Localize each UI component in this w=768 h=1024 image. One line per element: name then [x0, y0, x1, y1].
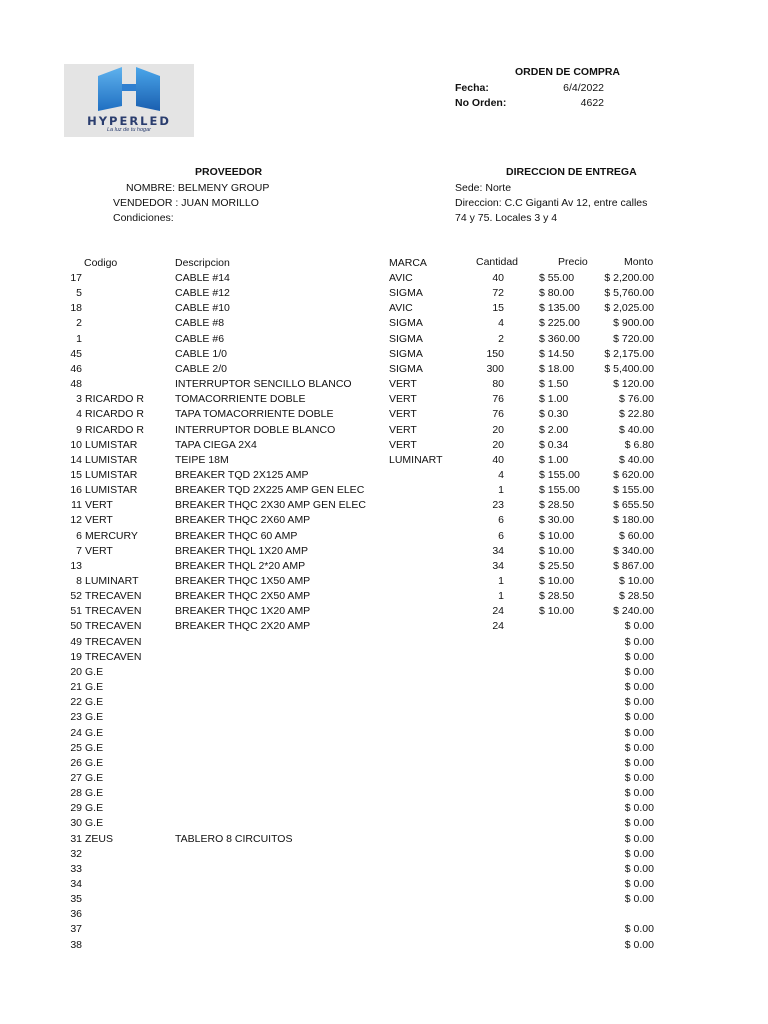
- row-code-supplier: G.E: [85, 771, 104, 784]
- row-code-supplier: ZEUS: [85, 832, 114, 845]
- table-row: [0, 286, 768, 301]
- row-description: TEIPE 18M: [175, 453, 229, 466]
- row-quantity: [462, 665, 504, 680]
- row-code-number: 17: [70, 272, 82, 284]
- row-quantity: [462, 922, 504, 937]
- row-price: $ 25.50: [539, 559, 575, 572]
- row-amount: $ 0.00: [624, 847, 654, 860]
- row-description: BREAKER THQC 1X50 AMP: [175, 575, 311, 587]
- table-row: [0, 635, 768, 650]
- row-brand: SIGMA: [389, 287, 423, 300]
- row-quantity: 24: [492, 605, 504, 618]
- row-code-supplier: VERT: [85, 514, 113, 527]
- row-quantity: 15: [492, 302, 504, 315]
- row-code-number: 11: [71, 499, 82, 512]
- row-code-supplier: G.E: [85, 696, 104, 709]
- row-code-supplier: LUMISTAR: [85, 468, 138, 481]
- row-price: $ 10.00: [539, 529, 575, 542]
- table-row: [0, 589, 768, 604]
- row-amount: $ 0.00: [624, 756, 654, 769]
- row-code-supplier: VERT: [85, 544, 113, 557]
- table-row: [0, 786, 768, 801]
- row-description: BREAKER TQD 2X125 AMP: [175, 468, 309, 481]
- row-quantity: 1: [498, 590, 504, 603]
- row-code-number: 9: [76, 423, 82, 436]
- table-row: [0, 332, 768, 347]
- row-quantity: [462, 710, 504, 725]
- delivery-address-line-1: Direccion: C.C Giganti Av 12, entre calles: [455, 197, 648, 209]
- row-quantity: [462, 650, 504, 665]
- row-code-supplier: G.E: [85, 802, 104, 815]
- row-quantity: [462, 816, 504, 831]
- row-code-number: 30: [70, 817, 82, 830]
- column-header-quantity: Cantidad: [475, 256, 519, 268]
- row-quantity: 34: [492, 544, 504, 557]
- row-code-number: 13: [70, 559, 82, 572]
- row-code-number: 52: [70, 590, 82, 603]
- row-amount: $ 0.00: [624, 635, 654, 648]
- row-quantity: [462, 756, 504, 771]
- row-code-number: 25: [70, 741, 82, 754]
- table-row: [0, 892, 768, 907]
- row-amount: $ 60.00: [618, 529, 654, 542]
- row-amount: $ 5,760.00: [604, 287, 654, 300]
- table-row: [0, 453, 768, 468]
- row-amount: $ 900.00: [613, 317, 654, 330]
- row-description: BREAKER THQL 1X20 AMP: [175, 544, 309, 557]
- row-price: $ 10.00: [539, 605, 575, 618]
- row-code-number: 35: [70, 893, 82, 906]
- row-code-supplier: G.E: [85, 741, 104, 754]
- row-code-number: 2: [76, 317, 82, 330]
- row-code-supplier: G.E: [85, 756, 104, 769]
- row-amount: $ 0.00: [624, 878, 654, 890]
- row-quantity: 76: [492, 393, 504, 406]
- row-code-supplier: G.E: [85, 726, 104, 739]
- row-amount: $ 0.00: [624, 726, 654, 739]
- row-code-supplier: G.E: [85, 665, 104, 678]
- row-description: CABLE #12: [175, 287, 230, 300]
- row-description: CABLE #10: [175, 302, 230, 315]
- row-description: BREAKER THQC 1X20 AMP: [175, 605, 311, 618]
- table-row: [0, 938, 768, 953]
- row-code-number: 33: [70, 862, 82, 875]
- row-amount: $ 0.00: [624, 696, 654, 709]
- row-code-number: 46: [70, 362, 82, 375]
- row-description: BREAKER TQD 2X225 AMP GEN ELEC: [175, 484, 365, 497]
- row-price: $ 155.00: [539, 468, 580, 481]
- row-amount: $ 5,400.00: [604, 362, 654, 375]
- row-code-number: 7: [76, 544, 82, 557]
- row-code-number: 5: [76, 287, 82, 300]
- row-quantity: 300: [486, 362, 504, 375]
- hyperled-logo-icon: [64, 64, 194, 116]
- table-row: [0, 604, 768, 619]
- row-brand: SIGMA: [389, 332, 423, 345]
- row-code-supplier: TRECAVEN: [85, 605, 142, 618]
- row-amount: $ 180.00: [613, 514, 654, 527]
- row-quantity: [462, 907, 504, 922]
- row-price: $ 10.00: [539, 575, 575, 587]
- row-quantity: 6: [498, 514, 504, 527]
- row-description: CABLE 1/0: [175, 347, 227, 360]
- table-row: [0, 438, 768, 453]
- table-row: [0, 423, 768, 438]
- row-amount: $ 155.00: [613, 484, 654, 497]
- table-row: [0, 316, 768, 331]
- row-amount: $ 0.00: [624, 893, 654, 906]
- provider-seller: VENDEDOR : JUAN MORILLO: [113, 197, 259, 209]
- row-amount: $ 40.00: [618, 423, 654, 436]
- row-quantity: 72: [492, 287, 504, 300]
- table-row: [0, 468, 768, 483]
- table-row: [0, 362, 768, 377]
- row-price: $ 0.30: [539, 408, 569, 421]
- row-description: TOMACORRIENTE DOBLE: [175, 393, 306, 406]
- delivery-site: Sede: Norte: [455, 182, 512, 194]
- row-quantity: [462, 741, 504, 756]
- provider-name: NOMBRE: BELMENY GROUP: [126, 182, 270, 194]
- table-row: [0, 301, 768, 316]
- table-row: [0, 347, 768, 362]
- row-brand: SIGMA: [389, 347, 423, 360]
- row-quantity: [462, 635, 504, 650]
- row-amount: $ 0.00: [624, 711, 654, 724]
- row-code-number: 31: [70, 832, 82, 845]
- row-description: CABLE #14: [175, 272, 230, 284]
- table-row: [0, 907, 768, 922]
- row-code-number: 50: [70, 620, 82, 633]
- table-row: [0, 680, 768, 695]
- row-brand: SIGMA: [389, 317, 423, 330]
- row-quantity: 24: [492, 620, 504, 633]
- row-code-number: 27: [70, 771, 82, 784]
- row-code-supplier: LUMISTAR: [85, 438, 138, 451]
- column-header-code: Codigo: [84, 257, 118, 269]
- row-quantity: 4: [498, 468, 504, 481]
- row-price: $ 28.50: [539, 499, 575, 512]
- row-code-number: 29: [70, 802, 82, 815]
- column-header-brand: MARCA: [389, 257, 427, 269]
- row-quantity: 6: [498, 529, 504, 542]
- row-brand: VERT: [389, 408, 417, 421]
- column-header-amount: Monto: [624, 256, 654, 268]
- row-code-supplier: G.E: [85, 787, 104, 800]
- row-amount: $ 0.00: [624, 741, 654, 754]
- row-code-number: 23: [70, 711, 82, 724]
- row-amount: $ 76.00: [618, 393, 654, 406]
- row-amount: [592, 907, 654, 922]
- row-code-number: 24: [70, 726, 82, 739]
- order-number-value: 4622: [580, 97, 604, 109]
- table-row: [0, 377, 768, 392]
- row-price: $ 28.50: [539, 590, 575, 603]
- row-quantity: 40: [492, 272, 504, 284]
- date-value: 6/4/2022: [563, 82, 604, 94]
- row-amount: $ 0.00: [624, 938, 654, 951]
- row-quantity: 1: [498, 575, 504, 587]
- row-amount: $ 0.00: [624, 650, 654, 663]
- date-label: Fecha:: [455, 82, 489, 94]
- row-code-number: 21: [70, 681, 82, 694]
- table-row: [0, 650, 768, 665]
- row-code-number: 26: [70, 756, 82, 769]
- row-code-supplier: RICARDO R: [85, 423, 144, 436]
- table-row: [0, 513, 768, 528]
- row-code-supplier: LUMINART: [85, 575, 139, 587]
- row-code-supplier: TRECAVEN: [85, 590, 142, 603]
- row-quantity: [462, 862, 504, 877]
- row-amount: $ 0.00: [624, 802, 654, 815]
- delivery-title: DIRECCION DE ENTREGA: [506, 166, 637, 178]
- row-code-supplier: RICARDO R: [85, 393, 144, 406]
- provider-conditions: Condiciones:: [113, 212, 174, 224]
- row-price: $ 2.00: [539, 423, 569, 436]
- row-amount: $ 120.00: [613, 378, 654, 391]
- row-description: BREAKER THQC 2X20 AMP: [175, 620, 311, 633]
- row-code-number: 37: [70, 923, 82, 936]
- row-quantity: 1: [498, 484, 504, 497]
- order-title: ORDEN DE COMPRA: [515, 66, 621, 78]
- row-amount: $ 0.00: [624, 817, 654, 830]
- row-code-number: 45: [70, 347, 82, 360]
- row-quantity: 23: [492, 499, 504, 512]
- row-amount: $ 0.00: [624, 665, 654, 678]
- row-brand: LUMINART: [389, 453, 443, 466]
- table-row: [0, 877, 768, 892]
- row-description: TAPA TOMACORRIENTE DOBLE: [175, 408, 334, 421]
- row-code-supplier: TRECAVEN: [85, 635, 142, 648]
- row-code-number: 38: [70, 938, 82, 951]
- table-row: [0, 665, 768, 680]
- row-code-number: 28: [70, 787, 82, 800]
- row-amount: $ 2,200.00: [604, 272, 654, 284]
- row-code-number: 8: [76, 575, 82, 587]
- row-amount: $ 720.00: [613, 332, 654, 345]
- row-description: INTERRUPTOR DOBLE BLANCO: [175, 423, 336, 436]
- row-code-supplier: G.E: [85, 681, 104, 694]
- row-quantity: 2: [498, 332, 504, 345]
- row-description: BREAKER THQC 2X60 AMP: [175, 514, 311, 527]
- row-price: $ 80.00: [539, 287, 575, 300]
- row-amount: $ 2,175.00: [604, 347, 654, 360]
- row-code-supplier: MERCURY: [85, 529, 138, 542]
- table-row: [0, 559, 768, 574]
- row-quantity: 80: [492, 378, 504, 391]
- row-quantity: [462, 680, 504, 695]
- row-quantity: [462, 695, 504, 710]
- row-price: $ 18.00: [539, 362, 575, 375]
- row-amount: $ 655.50: [613, 499, 654, 512]
- row-quantity: 20: [492, 423, 504, 436]
- row-brand: AVIC: [389, 302, 413, 315]
- row-price: $ 1.00: [539, 453, 569, 466]
- table-row: [0, 695, 768, 710]
- table-row: [0, 619, 768, 634]
- row-brand: VERT: [389, 423, 417, 436]
- row-code-number: 51: [70, 605, 82, 618]
- row-code-number: 34: [70, 878, 82, 890]
- row-code-supplier: TRECAVEN: [85, 620, 142, 633]
- table-row: [0, 574, 768, 589]
- row-code-supplier: RICARDO R: [85, 408, 144, 421]
- column-header-price: Precio: [558, 256, 588, 268]
- row-code-number: 22: [70, 696, 82, 709]
- row-code-supplier: VERT: [85, 499, 113, 512]
- table-row: [0, 271, 768, 286]
- row-quantity: 40: [492, 453, 504, 466]
- table-row: [0, 771, 768, 786]
- row-code-number: 32: [70, 847, 82, 860]
- row-code-number: 16: [70, 484, 82, 497]
- row-code-number: 48: [70, 378, 82, 391]
- row-amount: $ 0.00: [624, 862, 654, 875]
- row-amount: $ 2,025.00: [604, 302, 654, 315]
- table-row: [0, 483, 768, 498]
- row-price: $ 155.00: [539, 484, 580, 497]
- row-amount: $ 0.00: [624, 787, 654, 800]
- row-amount: $ 6.80: [624, 438, 654, 451]
- logo-tagline: La luz de tu hogar: [106, 127, 152, 133]
- row-code-number: 4: [76, 408, 82, 421]
- row-quantity: [462, 892, 504, 907]
- row-quantity: [462, 847, 504, 862]
- row-amount: $ 0.00: [624, 923, 654, 936]
- row-amount: $ 0.00: [624, 832, 654, 845]
- row-quantity: 20: [492, 438, 504, 451]
- table-row: [0, 407, 768, 422]
- row-code-number: 3: [76, 393, 82, 406]
- row-price: $ 14.50: [539, 347, 575, 360]
- delivery-address-line-2: 74 y 75. Locales 3 y 4: [455, 212, 558, 224]
- table-row: [0, 816, 768, 831]
- row-quantity: [462, 832, 504, 847]
- table-row: [0, 832, 768, 847]
- table-row: [0, 922, 768, 937]
- row-quantity: [462, 877, 504, 892]
- row-price: $ 10.00: [539, 544, 575, 557]
- row-quantity: [462, 938, 504, 953]
- row-code-supplier: LUMISTAR: [85, 453, 138, 466]
- table-row: [0, 392, 768, 407]
- row-code-number: 12: [70, 514, 82, 527]
- row-amount: $ 10.00: [618, 575, 654, 587]
- table-row: [0, 862, 768, 877]
- company-logo: [64, 64, 194, 137]
- row-code-supplier: G.E: [85, 711, 104, 724]
- row-quantity: [462, 726, 504, 741]
- row-amount: $ 867.00: [613, 559, 654, 572]
- row-description: BREAKER THQC 2X30 AMP GEN ELEC: [175, 499, 367, 512]
- row-quantity: 76: [492, 408, 504, 421]
- table-row: [0, 529, 768, 544]
- table-row: [0, 498, 768, 513]
- row-brand: VERT: [389, 438, 417, 451]
- row-code-supplier: LUMISTAR: [85, 484, 138, 497]
- order-number-label: No Orden:: [455, 97, 507, 109]
- table-row: [0, 801, 768, 816]
- table-row: [0, 756, 768, 771]
- row-code-number: 49: [70, 635, 82, 648]
- row-amount: $ 28.50: [618, 590, 654, 603]
- row-code-number: 19: [70, 650, 82, 663]
- row-description: CABLE #8: [175, 317, 225, 330]
- row-brand: AVIC: [389, 272, 413, 284]
- row-quantity: [462, 786, 504, 801]
- row-code-number: 6: [76, 529, 82, 542]
- row-amount: $ 240.00: [613, 605, 654, 618]
- row-price: $ 135.00: [539, 302, 580, 315]
- row-price: $ 360.00: [539, 332, 580, 345]
- row-price: $ 225.00: [539, 317, 580, 330]
- row-quantity: 34: [492, 559, 504, 572]
- row-brand: SIGMA: [389, 362, 423, 375]
- row-amount: $ 0.00: [624, 681, 654, 694]
- row-brand: VERT: [389, 378, 417, 391]
- row-amount: $ 620.00: [613, 468, 654, 481]
- row-quantity: 150: [486, 347, 504, 360]
- row-description: BREAKER THQC 60 AMP: [175, 529, 298, 542]
- row-description: BREAKER THQC 2X50 AMP: [175, 590, 311, 603]
- row-price: $ 55.00: [539, 272, 575, 284]
- row-code-number: 20: [70, 665, 82, 678]
- table-row: [0, 741, 768, 756]
- row-amount: $ 0.00: [624, 620, 654, 633]
- row-description: BREAKER THQL 2*20 AMP: [175, 559, 306, 572]
- row-price: $ 1.50: [539, 378, 569, 391]
- row-code-number: 10: [70, 438, 82, 451]
- table-row: [0, 544, 768, 559]
- row-amount: $ 0.00: [624, 771, 654, 784]
- table-row: [0, 847, 768, 862]
- row-description: CABLE 2/0: [175, 362, 227, 375]
- row-price: $ 30.00: [539, 514, 575, 527]
- row-quantity: [462, 771, 504, 786]
- row-description: INTERRUPTOR SENCILLO BLANCO: [175, 378, 352, 391]
- row-amount: $ 340.00: [613, 544, 654, 557]
- row-code-number: 14: [70, 453, 82, 466]
- row-description: TABLERO 8 CIRCUITOS: [175, 832, 293, 845]
- row-quantity: [462, 801, 504, 816]
- row-code-number: 18: [70, 302, 82, 315]
- row-amount: $ 40.00: [618, 453, 654, 466]
- table-row: [0, 710, 768, 725]
- row-code-number: 15: [70, 468, 82, 481]
- row-price: $ 0.34: [539, 438, 569, 451]
- row-price: $ 1.00: [539, 393, 569, 406]
- row-code-supplier: TRECAVEN: [85, 650, 142, 663]
- row-brand: VERT: [389, 393, 417, 406]
- row-code-number: 1: [76, 332, 82, 345]
- row-description: TAPA CIEGA 2X4: [175, 438, 257, 451]
- table-row: [0, 726, 768, 741]
- row-description: CABLE #6: [175, 332, 225, 345]
- row-amount: $ 22.80: [618, 408, 654, 421]
- provider-title: PROVEEDOR: [195, 166, 263, 178]
- logo-wordmark: HYPERLED: [87, 114, 171, 128]
- row-quantity: 4: [498, 317, 504, 330]
- row-code-supplier: G.E: [85, 817, 104, 830]
- row-code-number: 36: [70, 908, 82, 921]
- column-header-description: Descripcion: [175, 257, 230, 269]
